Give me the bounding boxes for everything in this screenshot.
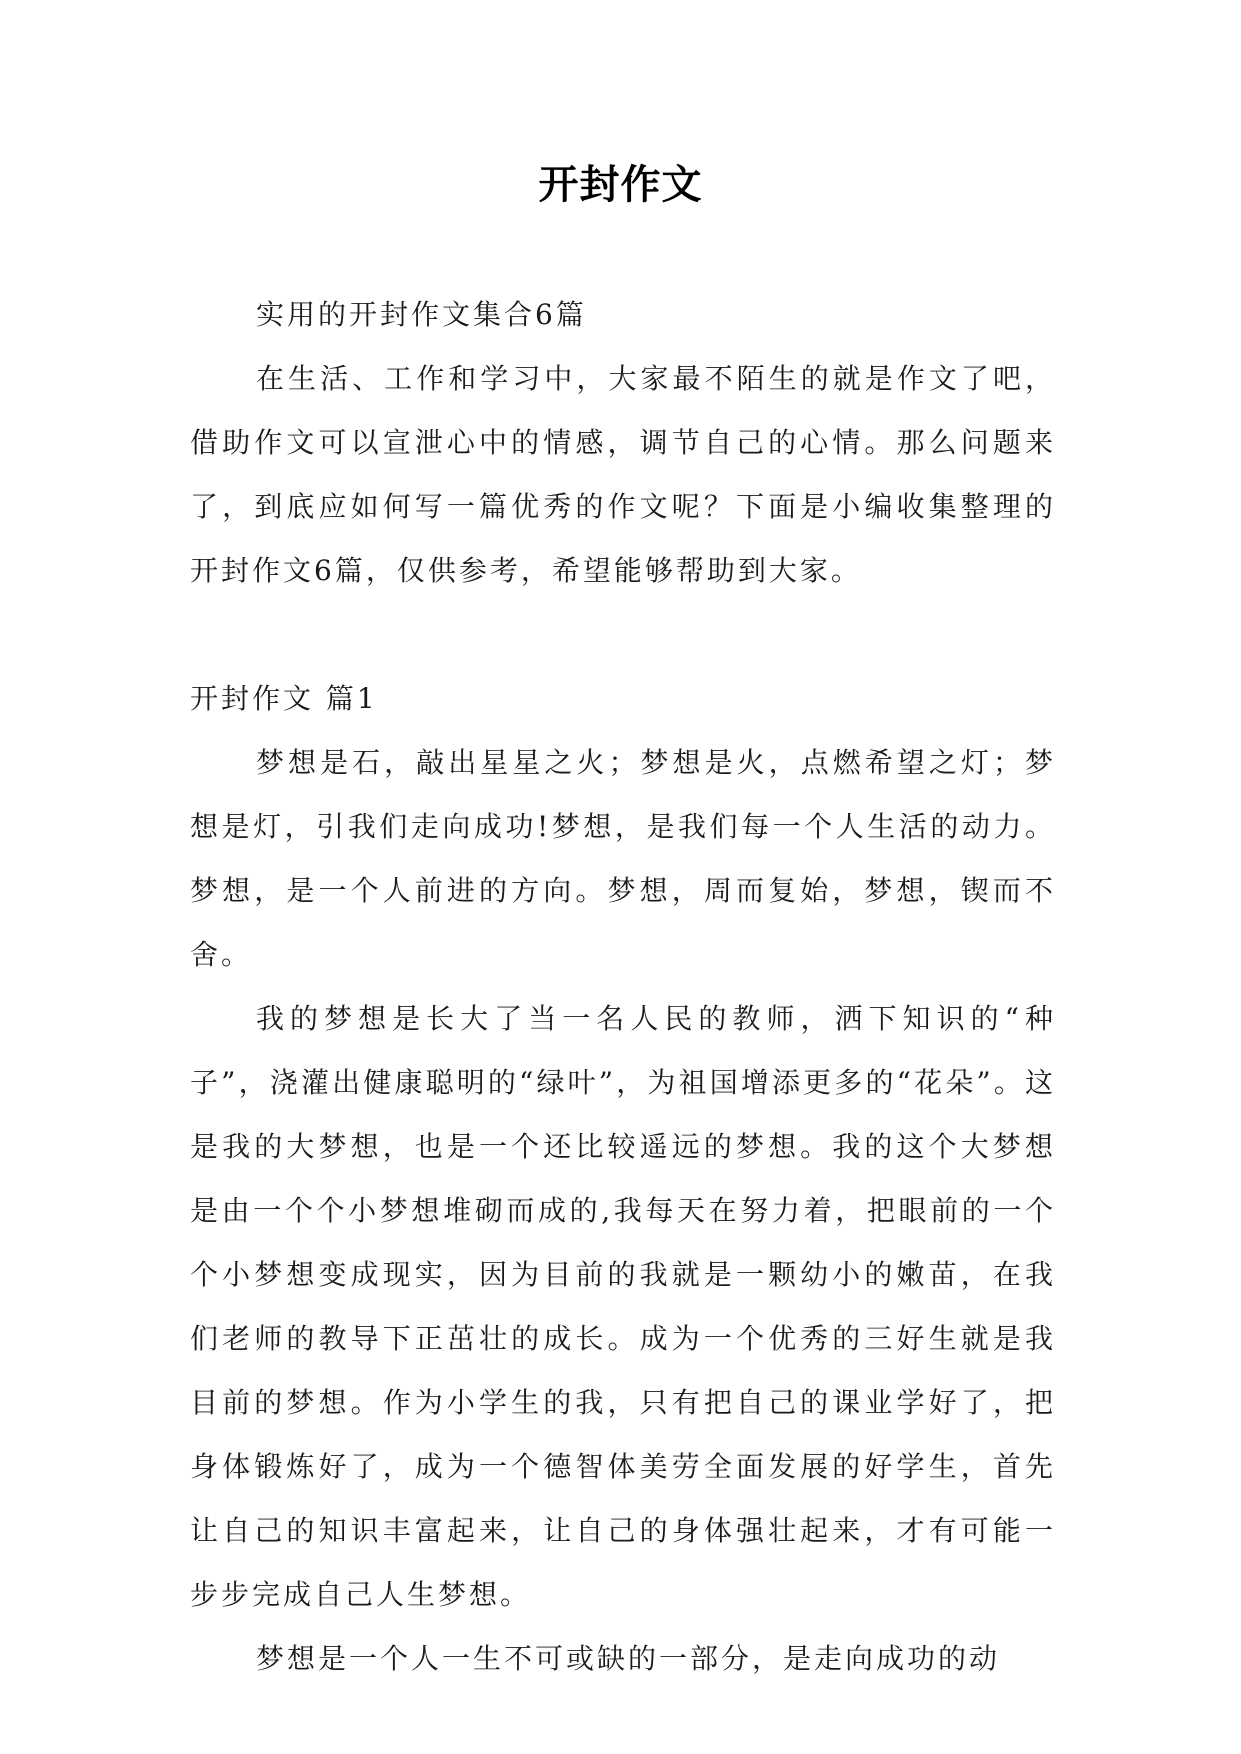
page-title: 开封作文 <box>538 161 703 208</box>
section-spacer <box>190 603 1056 667</box>
document-body <box>190 283 1056 1691</box>
body-paragraph-3: 梦想是一个人一生不可或缺的一部分，是走向成功的动 <box>256 1642 1001 1675</box>
body-paragraph-1: 梦想是石，敲出星星之火；梦想是火，点燃希望之灯；梦想是灯，引我们走向成功!梦想，是我们每一个人生活的动力。梦想，是一个人前进的方向。梦想，周而复始，梦想，锲而不舍。 <box>190 746 1056 971</box>
body-paragraph-2: 我的梦想是长大了当一名人民的教师，洒下知识的“种子”，浇灌出健康聪明的“绿叶”，为祖国增添更多的“花朵”。这是我的大梦想，也是一个还比较遥远的梦想。我的这个大梦想是由一个个小梦想堆砌而成的,我每天在努力着，把眼前的一个个小梦想变成现实，因为目前的我就是一颗幼小的嫩苗，在我们老师的教导下正茁壮的成长。成为一个优秀的三好生就是我目前的梦想。作为小学生的我，只有把自己的课业学好了，把身体锻炼好了，成为一个德智体美劳全面发展的好学生，首先让自己的知识丰富起来，让自己的身体强壮起来，才有可能一步步完成自己人生梦想。 <box>190 1002 1056 1611</box>
intro-paragraph: 在生活、工作和学习中，大家最不陌生的就是作文了吧，借助作文可以宣泄心中的情感，调节自己的心情。那么问题来了，到底应如何写一篇优秀的作文呢？下面是小编收集整理的开封作文6篇，仅供参考，希望能够帮助到大家。 <box>190 362 1056 587</box>
document-subtitle: 实用的开封作文集合6篇 <box>256 298 587 331</box>
section-heading: 开封作文 篇1 <box>190 682 378 715</box>
